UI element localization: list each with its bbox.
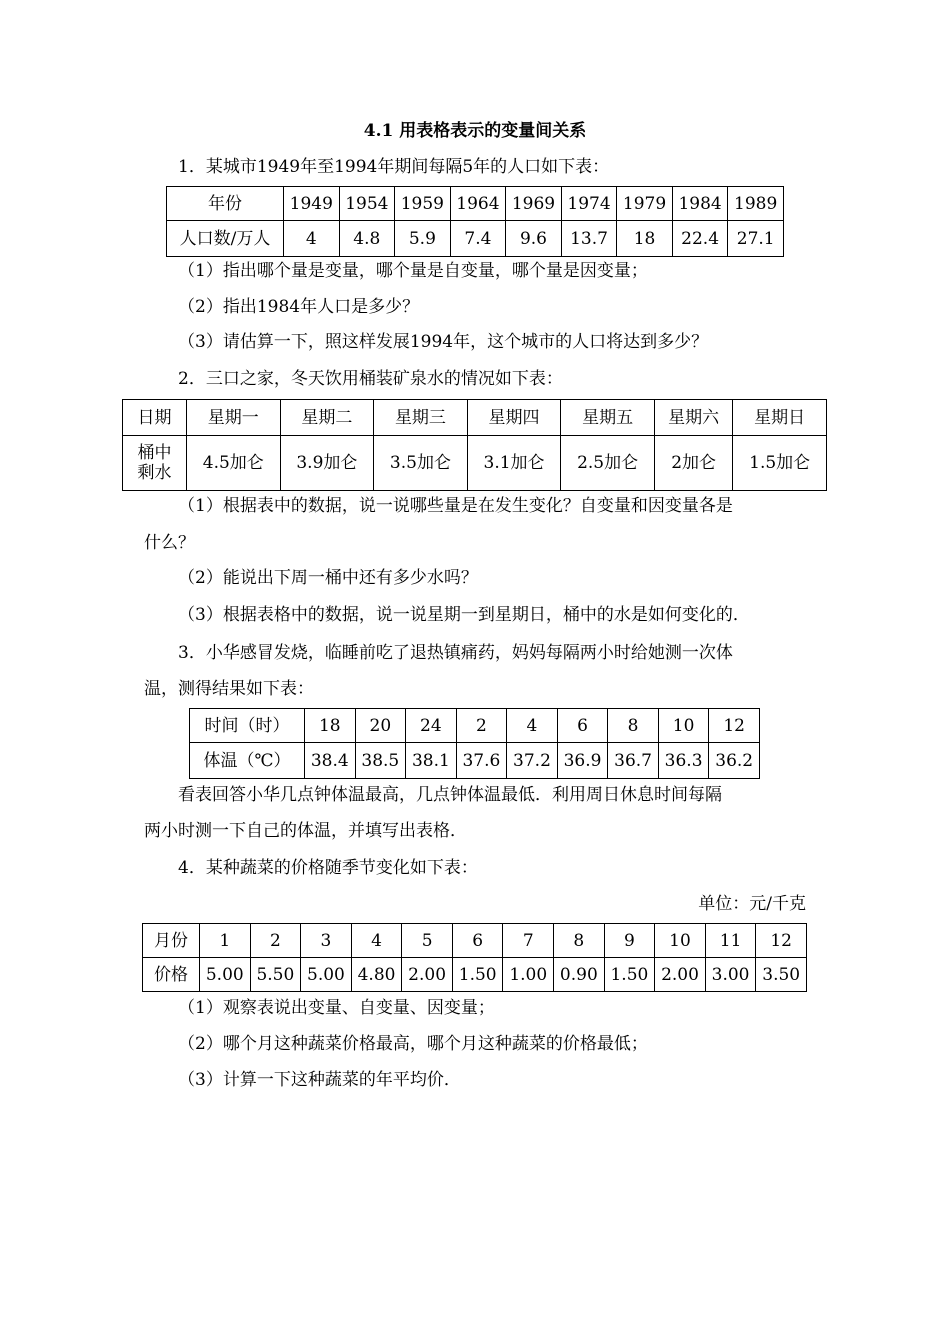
table-cell: 36.3	[658, 743, 709, 779]
table-cell: 2.00	[402, 958, 453, 992]
table-cell: 36.7	[608, 743, 659, 779]
q1-stem: 1．某城市1949年至1994年期间每隔5年的人口如下表：	[178, 157, 610, 177]
table-cell: 38.5	[355, 743, 406, 779]
q4-price-table	[142, 923, 807, 992]
q4-unit: 单位：元/千克	[698, 894, 806, 914]
table-cell: 3	[301, 924, 352, 958]
table-cell: 37.6	[456, 743, 507, 779]
table-cell: 5.00	[200, 958, 251, 992]
table-cell: 10	[658, 709, 709, 743]
q2-sub-3: （3）根据表格中的数据，说一说星期一到星期日，桶中的水是如何变化的．	[178, 605, 750, 625]
table-cell: 1974	[561, 187, 617, 221]
table-row	[123, 436, 827, 491]
table-cell: 8	[608, 709, 659, 743]
table-cell: 年份	[167, 187, 284, 221]
q1-sub-1: （1）指出哪个量是变量，哪个量是自变量，哪个量是因变量；	[178, 261, 648, 281]
table-cell: 6	[557, 709, 608, 743]
table-cell: 星期三	[374, 400, 468, 436]
table-row	[143, 958, 807, 992]
q1-population-table	[166, 186, 784, 257]
table-cell: 时间（时）	[190, 709, 305, 743]
table-cell: 体温（℃）	[190, 743, 305, 779]
table-cell: 1979	[617, 187, 673, 221]
table-cell: 日期	[123, 400, 187, 436]
table-cell: 1959	[395, 187, 451, 221]
table-row	[167, 187, 784, 221]
table-cell: 36.9	[557, 743, 608, 779]
table-cell: 4.80	[351, 958, 402, 992]
q4-sub-2: （2）哪个月这种蔬菜价格最高，哪个月这种蔬菜的价格最低；	[178, 1034, 648, 1054]
table-cell: 星期五	[561, 400, 655, 436]
table-cell: 2	[456, 709, 507, 743]
table-cell: 2.5加仑	[561, 436, 655, 491]
q3-stem-a: 3．小华感冒发烧，临睡前吃了退热镇痛药，妈妈每隔两小时给她测一次体	[178, 643, 733, 663]
table-cell: 18	[305, 709, 356, 743]
row-header-line: 桶中	[137, 443, 172, 463]
table-cell: 8	[554, 924, 605, 958]
table-cell: 1989	[728, 187, 784, 221]
table-cell: 1.5加仑	[733, 436, 827, 491]
table-cell: 9.6	[506, 221, 562, 257]
table-cell: 1	[200, 924, 251, 958]
q2-sub-1a: （1）根据表中的数据，说一说哪些量是在发生变化？自变量和因变量各是	[178, 496, 733, 516]
q2-sub-1b: 什么？	[144, 533, 195, 553]
table-cell: 22.4	[672, 221, 728, 257]
table-cell: 2.00	[655, 958, 706, 992]
table-cell: 5	[402, 924, 453, 958]
table-cell: 12	[756, 924, 807, 958]
table-cell: 4	[351, 924, 402, 958]
table-cell: 1954	[339, 187, 395, 221]
table-cell: 3.9加仑	[280, 436, 374, 491]
table-cell: 价格	[143, 958, 200, 992]
table-cell: 13.7	[561, 221, 617, 257]
table-cell: 2加仑	[654, 436, 732, 491]
table-cell: 12	[709, 709, 760, 743]
q3-after-b: 两小时测一下自己的体温，并填写出表格．	[144, 821, 467, 841]
page-title: 4.1 用表格表示的变量间关系	[363, 121, 587, 141]
table-cell: 36.2	[709, 743, 760, 779]
table-cell: 星期日	[733, 400, 827, 436]
q2-stem: 2．三口之家，冬天饮用桶装矿泉水的情况如下表：	[178, 369, 563, 389]
table-cell: 3.1加仑	[467, 436, 561, 491]
table-cell: 4	[284, 221, 340, 257]
q2-sub-2: （2）能说出下周一桶中还有多少水吗？	[178, 568, 478, 588]
q3-temperature-table	[189, 708, 760, 779]
table-cell: 38.1	[406, 743, 457, 779]
table-cell: 人口数/万人	[167, 221, 284, 257]
table-cell: 6	[452, 924, 503, 958]
table-row	[123, 400, 827, 436]
table-cell: 1.50	[604, 958, 655, 992]
table-cell: 38.4	[305, 743, 356, 779]
q3-stem-b: 温，测得结果如下表：	[144, 679, 314, 699]
table-cell: 18	[617, 221, 673, 257]
table-cell: 10	[655, 924, 706, 958]
table-cell: 4.8	[339, 221, 395, 257]
q3-after-a: 看表回答小华几点钟体温最高，几点钟体温最低．利用周日休息时间每隔	[178, 785, 722, 805]
table-row	[190, 709, 760, 743]
table-cell: 星期四	[467, 400, 561, 436]
table-cell: 3.50	[756, 958, 807, 992]
table-cell: 37.2	[507, 743, 558, 779]
table-cell: 24	[406, 709, 457, 743]
table-cell: 27.1	[728, 221, 784, 257]
table-cell: 1964	[450, 187, 506, 221]
table-cell: 3.5加仑	[374, 436, 468, 491]
q4-sub-3: （3）计算一下这种蔬菜的年平均价．	[178, 1070, 461, 1090]
table-cell: 星期二	[280, 400, 374, 436]
table-row	[167, 221, 784, 257]
table-cell: 1.50	[452, 958, 503, 992]
table-cell: 7.4	[450, 221, 506, 257]
table-cell: 7	[503, 924, 554, 958]
table-cell: 星期一	[187, 400, 281, 436]
table-cell: 月份	[143, 924, 200, 958]
q4-stem: 4．某种蔬菜的价格随季节变化如下表：	[178, 858, 478, 878]
table-cell	[123, 436, 187, 491]
table-cell: 9	[604, 924, 655, 958]
table-cell: 1984	[672, 187, 728, 221]
table-row	[190, 743, 760, 779]
table-cell: 5.9	[395, 221, 451, 257]
table-cell: 5.00	[301, 958, 352, 992]
table-cell: 11	[705, 924, 756, 958]
q4-sub-1: （1）观察表说出变量、自变量、因变量；	[178, 998, 495, 1018]
table-cell: 3.00	[705, 958, 756, 992]
table-cell: 星期六	[654, 400, 732, 436]
table-cell: 0.90	[554, 958, 605, 992]
table-cell: 1969	[506, 187, 562, 221]
table-cell: 4.5加仑	[187, 436, 281, 491]
q1-sub-3: （3）请估算一下，照这样发展1994年，这个城市的人口将达到多少？	[178, 332, 709, 352]
table-cell: 1.00	[503, 958, 554, 992]
table-cell: 20	[355, 709, 406, 743]
row-header-line: 剩水	[137, 463, 172, 483]
table-cell: 5.50	[250, 958, 301, 992]
q2-water-table	[122, 399, 827, 491]
table-cell: 4	[507, 709, 558, 743]
table-cell: 2	[250, 924, 301, 958]
q1-sub-2: （2）指出1984年人口是多少？	[178, 297, 420, 317]
table-row	[143, 924, 807, 958]
table-cell: 1949	[284, 187, 340, 221]
